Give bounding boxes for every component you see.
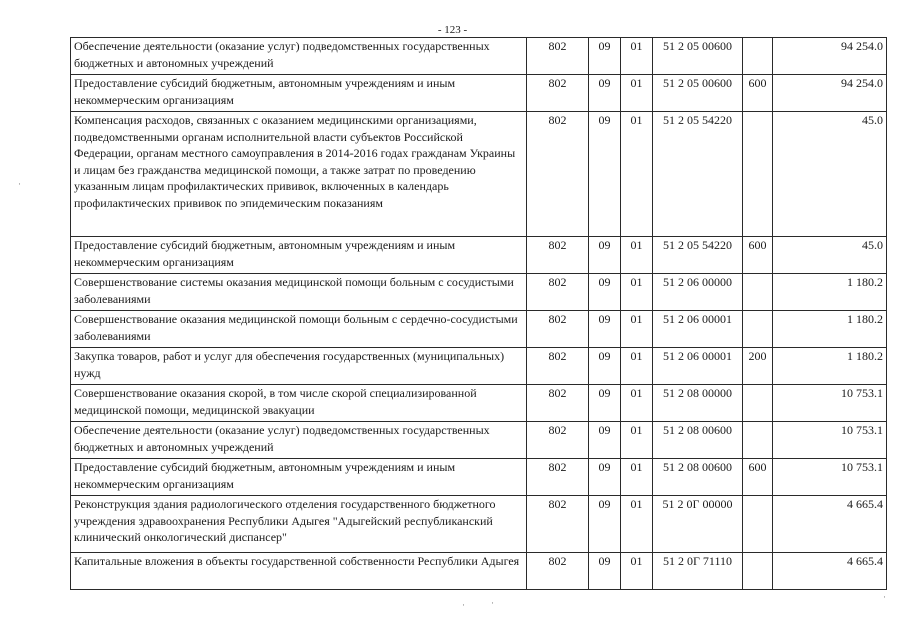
row-amount-cell: 1 180.2 [773,348,887,385]
row-subsection-cell: 01 [621,348,653,385]
table-row [71,75,887,112]
budget-table [70,37,887,590]
row-target-code-cell: 51 2 0Г 00000 [653,496,743,553]
row-code-cell: 802 [527,496,589,553]
row-section-cell: 09 [589,38,621,75]
row-expense-type-cell [743,311,773,348]
row-amount-cell: 10 753.1 [773,385,887,422]
row-code-cell: 802 [527,237,589,274]
row-amount-cell: 1 180.2 [773,274,887,311]
row-section-cell: 09 [589,553,621,590]
row-name-cell: Обеспечение деятельности (оказание услуг) подведомственных государственных бюджетных и автономных учреждений [71,422,527,459]
table-row [71,459,887,496]
row-subsection-cell: 01 [621,274,653,311]
row-name-cell: Компенсация расходов, связанных с оказанием медицинскими организациями, подведомственными органам исполнительной власти субъектов Российской Федерации, органам местного самоуправления в 2014-2016 годах гражданам Украины и лицам без гражданства медицинской помощи, а также затрат по проведению указанным лицам профилактических прививок, включенных в календарь профилактических прививок по эпидемическим показаниям [71,112,527,237]
scan-mark: · [491,598,494,608]
row-expense-type-cell [743,553,773,590]
row-subsection-cell: 01 [621,422,653,459]
row-amount-cell: 45.0 [773,237,887,274]
row-section-cell: 09 [589,112,621,237]
row-target-code-cell: 51 2 08 00600 [653,459,743,496]
page-number: - 123 - [437,24,468,36]
row-name-cell: Предоставление субсидий бюджетным, автономным учреждениям и иным некоммерческим организациям [71,237,527,274]
row-subsection-cell: 01 [621,112,653,237]
table-row [71,237,887,274]
row-amount-cell: 4 665.4 [773,496,887,553]
row-expense-type-cell [743,38,773,75]
row-expense-type-cell [743,385,773,422]
row-name-cell: Совершенствование системы оказания медицинской помощи больным с сосудистыми заболеваниями [71,274,527,311]
row-code-cell: 802 [527,112,589,237]
row-section-cell: 09 [589,459,621,496]
table-row [71,422,887,459]
row-expense-type-cell: 600 [743,237,773,274]
row-subsection-cell: 01 [621,385,653,422]
row-name-cell: Реконструкция здания радиологического отделения государственного бюджетного учреждения здравоохранения Республики Адыгея "Адыгейский республиканский клинический онкологический диспансер" [71,496,527,553]
row-target-code-cell: 51 2 0Г 71110 [653,553,743,590]
row-amount-cell: 4 665.4 [773,553,887,590]
row-subsection-cell: 01 [621,237,653,274]
row-amount-cell: 1 180.2 [773,311,887,348]
row-name-cell: Закупка товаров, работ и услуг для обеспечения государственных (муниципальных) нужд [71,348,527,385]
row-name-cell: Совершенствование оказания медицинской помощи больным с сердечно-сосудистыми заболеваниями [71,311,527,348]
row-code-cell: 802 [527,422,589,459]
table-row [71,311,887,348]
table-row [71,348,887,385]
row-amount-cell: 10 753.1 [773,459,887,496]
table-row [71,274,887,311]
row-section-cell: 09 [589,348,621,385]
table-row [71,385,887,422]
row-target-code-cell: 51 2 06 00000 [653,274,743,311]
budget-table-body [71,38,887,590]
row-code-cell: 802 [527,274,589,311]
table-row [71,553,887,590]
row-amount-cell: 94 254.0 [773,38,887,75]
row-section-cell: 09 [589,75,621,112]
row-target-code-cell: 51 2 08 00000 [653,385,743,422]
row-section-cell: 09 [589,496,621,553]
row-amount-cell: 94 254.0 [773,75,887,112]
row-code-cell: 802 [527,385,589,422]
row-name-cell: Капитальные вложения в объекты государственной собственности Республики Адыгея [71,553,527,590]
row-target-code-cell: 51 2 06 00001 [653,348,743,385]
row-target-code-cell: 51 2 05 54220 [653,112,743,237]
row-target-code-cell: 51 2 05 00600 [653,38,743,75]
row-expense-type-cell [743,422,773,459]
row-section-cell: 09 [589,274,621,311]
row-section-cell: 09 [589,237,621,274]
row-target-code-cell: 51 2 05 00600 [653,75,743,112]
row-subsection-cell: 01 [621,553,653,590]
scan-mark: · [462,600,465,610]
row-target-code-cell: 51 2 05 54220 [653,237,743,274]
row-target-code-cell: 51 2 08 00600 [653,422,743,459]
row-name-cell: Предоставление субсидий бюджетным, автономным учреждениям и иным некоммерческим организациям [71,459,527,496]
row-name-cell: Предоставление субсидий бюджетным, автономным учреждениям и иным некоммерческим организациям [71,75,527,112]
row-expense-type-cell: 600 [743,459,773,496]
table-row [71,496,887,553]
row-amount-cell: 10 753.1 [773,422,887,459]
row-subsection-cell: 01 [621,496,653,553]
row-expense-type-cell: 200 [743,348,773,385]
row-subsection-cell: 01 [621,459,653,496]
row-expense-type-cell: 600 [743,75,773,112]
row-expense-type-cell [743,496,773,553]
row-subsection-cell: 01 [621,38,653,75]
table-row [71,112,887,237]
row-subsection-cell: 01 [621,311,653,348]
row-code-cell: 802 [527,38,589,75]
row-subsection-cell: 01 [621,75,653,112]
row-section-cell: 09 [589,311,621,348]
row-code-cell: 802 [527,553,589,590]
row-code-cell: 802 [527,75,589,112]
row-expense-type-cell [743,112,773,237]
row-amount-cell: 45.0 [773,112,887,237]
scan-mark: · [883,592,886,602]
row-target-code-cell: 51 2 06 00001 [653,311,743,348]
row-section-cell: 09 [589,385,621,422]
row-code-cell: 802 [527,311,589,348]
scan-mark: · [18,179,21,189]
row-name-cell: Совершенствование оказания скорой, в том числе скорой специализированной медицинской помощи, медицинской эвакуации [71,385,527,422]
row-expense-type-cell [743,274,773,311]
row-section-cell: 09 [589,422,621,459]
row-code-cell: 802 [527,459,589,496]
row-code-cell: 802 [527,348,589,385]
row-name-cell: Обеспечение деятельности (оказание услуг) подведомственных государственных бюджетных и автономных учреждений [71,38,527,75]
table-row [71,38,887,75]
